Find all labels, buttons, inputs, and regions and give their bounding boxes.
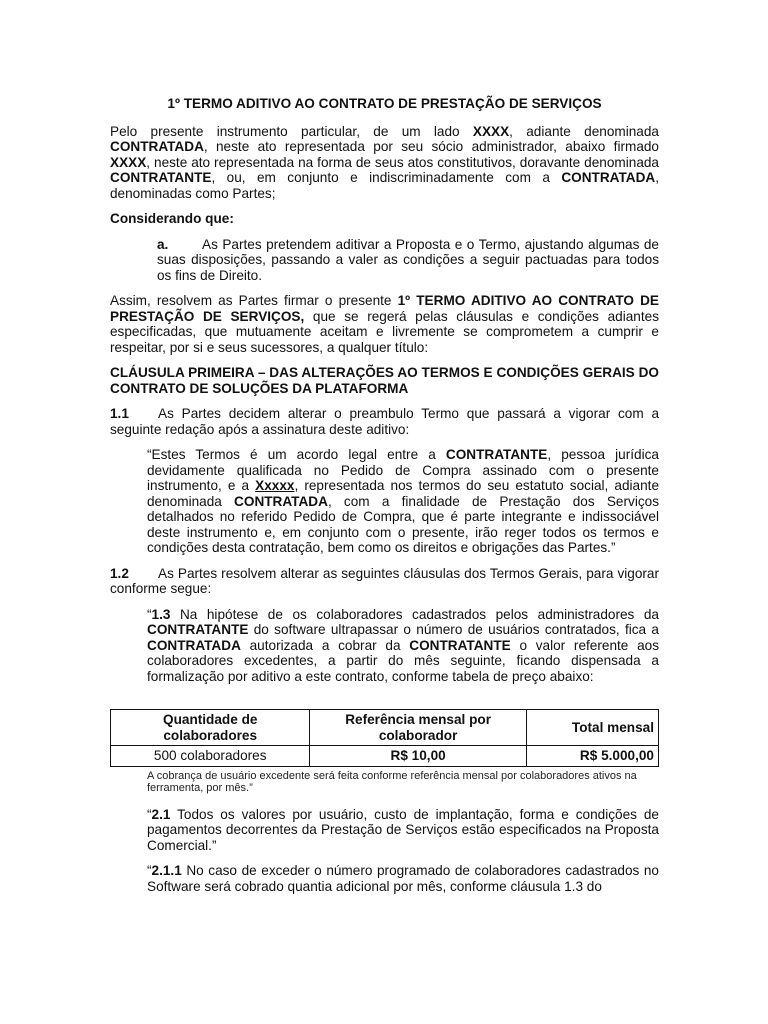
quote-mark: “ <box>147 806 152 822</box>
table-header: Total mensal <box>526 710 658 746</box>
party-term: CONTRATADA <box>561 170 656 185</box>
intro-text: , neste ato representada na forma de seus atos constitutivos, doravante denominada <box>146 154 659 170</box>
intro-text: , ou, em conjunto e indiscriminadamente com a <box>211 170 562 185</box>
quote-text: Na hipótese de os colaboradores cadastrados pelos administradores da <box>170 606 659 622</box>
intro-text: , denominadas como Partes; <box>110 170 659 201</box>
quote-clause-2-1-1 <box>147 863 659 894</box>
table-header-row <box>111 710 659 746</box>
clausula-primeira-heading: CLÁUSULA PRIMEIRA – DAS ALTERAÇÕES AO TERMOS E CONDIÇÕES GERAIS DO CONTRATO DE SOLUÇÕES DA PLATAFORMA <box>110 365 659 396</box>
quote-text: autorizada a cobrar da <box>240 637 410 653</box>
quote-preamble <box>147 447 659 556</box>
intro-text: , adiante denominada <box>509 123 659 139</box>
clause-number: 2.1 <box>151 806 171 822</box>
quote-clause-2-1 <box>147 807 659 854</box>
clause-number: 1.1 <box>110 406 129 421</box>
quote-text: No caso de exceder o número programado de colaboradores cadastrados no Software será cobrado quantia adicional por mês, conforme cláusula 1.3 do <box>147 863 659 894</box>
quote-text: Todos os valores por usuário, custo de implantação, forma e condições de pagamentos decorrentes da Prestação de Serviços estão especificados na Proposta Comercial.” <box>147 806 659 853</box>
party-term: CONTRATANTE <box>409 637 511 653</box>
table-cell: R$ 5.000,00 <box>526 746 658 767</box>
quote-text: , pessoa jurídica devidamente qualificada no Pedido de Compra assinado com o presente instrumento, e a <box>147 447 659 493</box>
party-placeholder: XXXX <box>472 123 510 139</box>
table-cell: R$ 10,00 <box>310 746 526 767</box>
party-term: CONTRATANTE <box>445 447 548 462</box>
assim-text: que se regerá pelas cláusulas e condições adiantes especificadas, que mutuamente aceitam e livremente se comprometem a cumprir e respeitar, por si e seus sucessores, a qualquer título: <box>110 308 660 355</box>
company-placeholder: Xxxxx <box>255 478 295 493</box>
assim-paragraph <box>110 293 659 355</box>
table-note: A cobrança de usuário excedente será feita conforme referência mensal por colaboradores ativos na ferramenta, por mês.” <box>147 769 637 794</box>
quote-text: “Estes Termos é um acordo legal entre a <box>147 447 446 462</box>
clause-1-1 <box>110 406 659 437</box>
considerando-heading: Considerando que: <box>110 211 234 226</box>
intro-text: , neste ato representada por seu sócio administrador, abaixo firmado <box>203 139 659 154</box>
item-a-label: a. <box>157 236 169 252</box>
assim-title-ref: 1º TERMO ADITIVO AO CONTRATO DE PRESTAÇÃO DE SERVIÇOS, <box>110 293 659 324</box>
clause-number: 1.3 <box>151 606 171 622</box>
quote-mark: “ <box>147 606 152 622</box>
table-header: Referência mensal por colaborador <box>310 710 526 746</box>
quote-text: do software ultrapassar o número de usuários contratados, fica a <box>248 622 659 637</box>
party-term: CONTRATADA <box>234 493 328 509</box>
quote-text: , representada nos termos do seu estatuto social, adiante denominada <box>147 478 660 509</box>
party-placeholder: XXXX <box>110 154 147 170</box>
table-cell: 500 colaboradores <box>111 746 310 767</box>
intro-text: Pelo presente instrumento particular, de um lado <box>110 123 473 139</box>
quote-text: o valor referente aos colaboradores excedentes, a partir do mês seguinte, ficando dispensada a formalização por aditivo a este contrato, conforme tabela de preço abaixo: <box>147 637 659 684</box>
table-header: Quantidade de colaboradores <box>111 710 310 746</box>
quote-text: , com a finalidade de Prestação dos Serviços detalhados no referido Pedido de Compra, que é parte integrante e indissociável deste instrumento e, em conjunto com o presente, irão reger todos os termos e condições desta contratação, bem como os direitos e obrigações das Partes.” <box>147 493 659 555</box>
party-term: CONTRATADA <box>147 637 241 653</box>
document-page <box>110 96 659 904</box>
document-title: 1º TERMO ADITIVO AO CONTRATO DE PRESTAÇÃO DE SERVIÇOS <box>167 96 602 111</box>
party-term: CONTRATANTE <box>147 622 249 637</box>
clause-text: As Partes decidem alterar o preambulo Termo que passará a vigorar com a seguinte redação após a assinatura deste aditivo: <box>110 406 659 437</box>
assim-text: Assim, resolvem as Partes firmar o presente <box>110 293 398 308</box>
item-a <box>157 237 659 284</box>
clause-text: As Partes resolvem alterar as seguintes cláusulas dos Termos Gerais, para vigorar conforme segue: <box>110 565 659 596</box>
clause-1-2 <box>110 566 659 597</box>
clause-number: 2.1.1 <box>151 863 182 878</box>
intro-paragraph <box>110 124 659 202</box>
party-term: CONTRATADA <box>110 139 204 154</box>
price-table <box>110 709 659 767</box>
item-a-text: As Partes pretendem aditivar a Proposta e o Termo, ajustando algumas de suas disposições, passando a valer as condições a seguir pactuadas para todos os fins de Direito. <box>157 236 659 283</box>
table-row <box>111 746 659 767</box>
party-term: CONTRATANTE <box>110 170 212 185</box>
quote-mark: “ <box>147 863 152 878</box>
quote-clause-1-3 <box>147 607 659 685</box>
clause-number: 1.2 <box>110 565 129 581</box>
